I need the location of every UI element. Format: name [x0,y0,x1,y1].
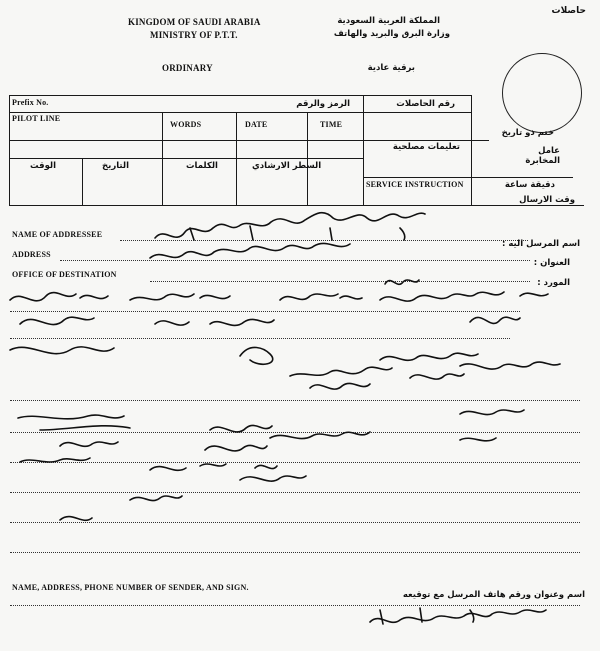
minute-hour-label: دقيقة ساعة [504,180,555,190]
message-line [10,311,520,312]
grid-bottom-line [9,205,584,206]
message-line [10,492,580,493]
service-remarks-label: تعليمات مصلحية [392,142,460,152]
pilot-line-label: PILOT LINE [12,114,61,123]
words-header-ar: الكلمات [186,161,218,171]
message-line [10,400,580,401]
date-header-ar: التاريخ [102,161,129,171]
sender-line [10,605,580,606]
office-destination-label-ar: المورد : [537,278,570,288]
message-line [10,522,580,523]
grid-top-line [9,95,472,96]
message-line [10,552,580,553]
ministry-ar: وزارة البرق والبريد والهاتف [333,29,450,39]
addressee-name-line [120,240,528,241]
grid-line-5 [363,177,573,178]
ordinary-en: ORDINARY [162,63,213,73]
grid-col-date [236,112,237,205]
message-line [10,338,510,339]
addressee-name-label: NAME OF ADDRESSEE [12,230,103,239]
grid-left-border [9,95,10,205]
kingdom-ar: المملكة العربية السعودية [337,16,440,26]
grid-col-time [307,112,308,205]
prefix-label: Prefix No. [12,98,49,107]
addressee-name-label-ar: اسم المرسل اليه : [502,239,580,249]
date-header: DATE [245,120,268,129]
grid-col-left [82,158,83,205]
sender-label: NAME, ADDRESS, PHONE NUMBER OF SENDER, AND SIGN. [12,583,249,592]
office-line [150,281,530,282]
sender-label-ar: اسم وعنوان ورقم هاتف المرسل مع توقيعه [402,590,585,600]
grid-right-border [471,95,472,205]
collections-number-label: رقم الحاصلات [396,99,455,109]
dispatch-time-label: وقت الارسال [519,195,575,205]
address-line [60,260,530,261]
operator-label: عامل المخابرة [525,146,560,166]
ministry-en: MINISTRY OF P.T.T. [150,30,238,40]
time-header: TIME [320,120,343,129]
grid-col-words [162,112,163,205]
address-label-ar: العنوان : [533,258,570,268]
service-instruction-label: SERVICE INSTRUCTION [366,180,464,189]
grid-line-4 [9,158,363,159]
office-destination-label: OFFICE OF DESTINATION [12,270,117,279]
message-line [10,462,580,463]
time-header-ar: الوقت [30,161,56,171]
ordinary-ar: برقية عادية [367,63,415,73]
pilot-line-ar: السطر الارشادي [252,161,322,171]
words-header: WORDS [170,120,202,129]
corner-label: حاصلات [551,6,586,16]
message-line [10,432,580,433]
date-stamp-circle [502,53,582,133]
kingdom-en: KINGDOM OF SAUDI ARABIA [128,17,261,27]
grid-line-2 [9,112,472,113]
grid-mid-divider [363,95,364,205]
address-label: ADDRESS [12,250,51,259]
prefix-label-ar: الرمز والرقم [296,99,350,109]
date-stamp-label: ختم ذو تاريخ [501,128,554,138]
